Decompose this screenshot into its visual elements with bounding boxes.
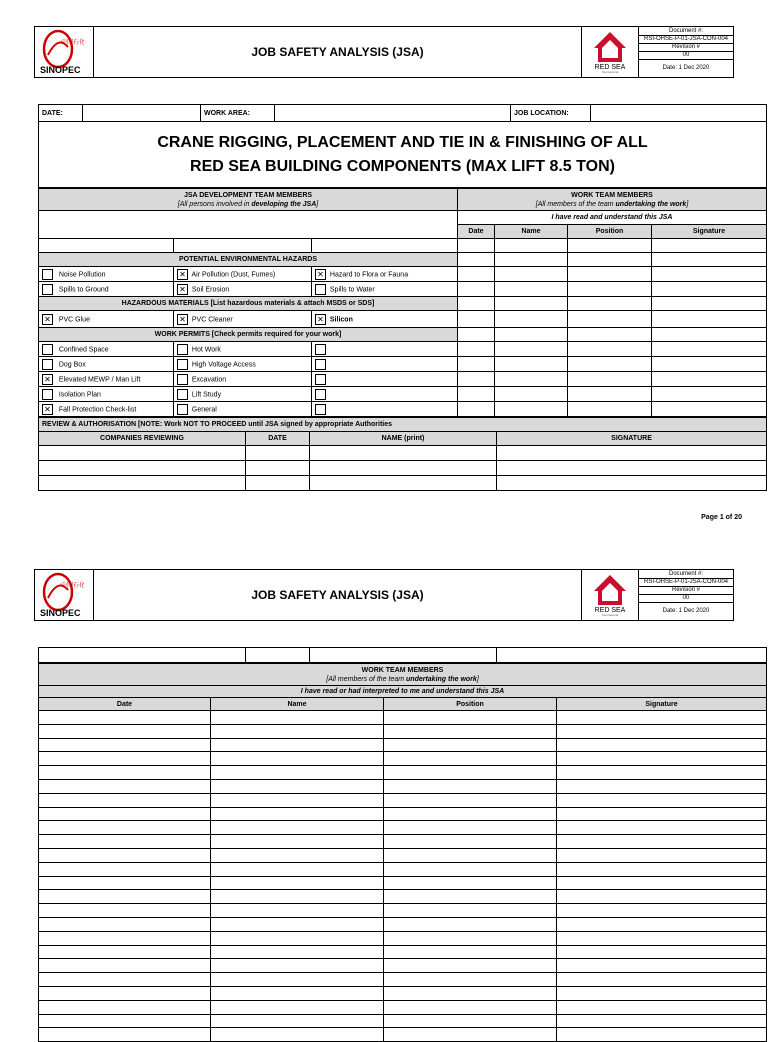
- team-member-cell[interactable]: [211, 1028, 384, 1042]
- review-authorisation-header: REVIEW & AUTHORISATION [NOTE: Work NOT TO PROCEED until JSA signed by appropriate Authorities: [39, 418, 767, 432]
- col-review-date: DATE: [246, 432, 310, 446]
- team-member-cell[interactable]: [211, 821, 384, 835]
- team-member-cell[interactable]: [384, 986, 557, 1000]
- team-member-cell[interactable]: [384, 1000, 557, 1014]
- team-member-cell[interactable]: [39, 917, 211, 931]
- svg-text:International: International: [601, 613, 619, 617]
- team-member-cell[interactable]: [211, 724, 384, 738]
- permit-item[interactable]: Hot Work: [174, 342, 312, 357]
- jsa-form-page1: [38, 104, 767, 491]
- checkbox[interactable]: [315, 344, 326, 355]
- work-team-cell[interactable]: [495, 239, 568, 253]
- svg-text:SINOPEC: SINOPEC: [40, 608, 81, 618]
- team-member-cell[interactable]: [557, 724, 767, 738]
- svg-text:International: International: [601, 70, 619, 74]
- team-member-row: [39, 959, 767, 973]
- team-member-cell[interactable]: [384, 711, 557, 725]
- team-member-row: [39, 766, 767, 780]
- team-member-row: [39, 848, 767, 862]
- jsa-form-page2: [38, 647, 767, 1042]
- checkbox-checked[interactable]: [42, 404, 53, 415]
- team-member-cell[interactable]: [211, 890, 384, 904]
- team-member-row: [39, 793, 767, 807]
- team-member-cell[interactable]: [211, 973, 384, 987]
- checkbox-checked[interactable]: [177, 314, 188, 325]
- review-cell[interactable]: [310, 461, 497, 476]
- work-team-header: WORK TEAM MEMBERS [All members of the team undertaking the work]: [458, 189, 767, 211]
- checkbox-checked[interactable]: [177, 284, 188, 295]
- team-member-cell[interactable]: [39, 1028, 211, 1042]
- checkbox[interactable]: [315, 359, 326, 370]
- team-member-cell[interactable]: [211, 945, 384, 959]
- review-cell[interactable]: [39, 476, 246, 491]
- env-item[interactable]: ✕ Hazard to Flora or Fauna: [312, 267, 458, 282]
- haz-item[interactable]: ✕ Silicon: [312, 311, 458, 328]
- team-member-cell[interactable]: [557, 807, 767, 821]
- team-member-cell[interactable]: [557, 779, 767, 793]
- team-member-cell[interactable]: [557, 835, 767, 849]
- checkbox[interactable]: [315, 374, 326, 385]
- team-member-cell[interactable]: [557, 917, 767, 931]
- team-member-cell[interactable]: [39, 1014, 211, 1028]
- team-member-cell[interactable]: [39, 876, 211, 890]
- checkbox-checked[interactable]: [42, 314, 53, 325]
- team-member-cell[interactable]: [39, 973, 211, 987]
- checkbox-checked[interactable]: [315, 314, 326, 325]
- checkbox-checked[interactable]: [42, 374, 53, 385]
- team-member-row: [39, 1000, 767, 1014]
- permit-item[interactable]: [312, 357, 458, 372]
- checkbox[interactable]: [42, 344, 53, 355]
- review-cell[interactable]: [497, 476, 767, 491]
- team-member-cell[interactable]: [557, 931, 767, 945]
- team-member-cell[interactable]: [384, 862, 557, 876]
- team-member-cell[interactable]: [211, 807, 384, 821]
- review-cell[interactable]: [497, 446, 767, 461]
- review-cell[interactable]: [246, 461, 310, 476]
- permit-item[interactable]: Lift Study: [174, 387, 312, 402]
- team-member-cell[interactable]: [211, 917, 384, 931]
- team-member-cell[interactable]: [557, 904, 767, 918]
- team-member-cell[interactable]: [384, 738, 557, 752]
- team-member-cell[interactable]: [211, 931, 384, 945]
- checkbox[interactable]: [177, 389, 188, 400]
- checkbox-checked[interactable]: [177, 269, 188, 280]
- page-title: JOB SAFETY ANALYSIS (JSA): [94, 570, 582, 621]
- team-member-cell[interactable]: [39, 890, 211, 904]
- team-member-cell[interactable]: [39, 807, 211, 821]
- team-member-cell[interactable]: [211, 711, 384, 725]
- team-member-cell[interactable]: [384, 724, 557, 738]
- team-member-cell[interactable]: [39, 793, 211, 807]
- team-member-cell[interactable]: [557, 1014, 767, 1028]
- page-title: JOB SAFETY ANALYSIS (JSA): [94, 27, 582, 78]
- team-member-cell[interactable]: [39, 766, 211, 780]
- col-date: Date: [39, 698, 211, 711]
- team-member-cell[interactable]: [384, 917, 557, 931]
- haz-item[interactable]: ✕ PVC Glue: [39, 311, 174, 328]
- team-member-cell[interactable]: [384, 848, 557, 862]
- work-team-cell[interactable]: [458, 239, 495, 253]
- team-member-cell[interactable]: [384, 904, 557, 918]
- review-cell[interactable]: [39, 461, 246, 476]
- work-team-header: WORK TEAM MEMBERS [All members of the team undertaking the work]: [39, 664, 767, 686]
- main-title: CRANE RIGGING, PLACEMENT AND TIE IN & FINISHING OF ALL RED SEA BUILDING COMPONENTS (MAX LIFT 8.5 TON): [39, 122, 767, 188]
- checkbox[interactable]: [315, 284, 326, 295]
- checkbox[interactable]: [315, 389, 326, 400]
- team-member-cell[interactable]: [211, 835, 384, 849]
- dev-team-name[interactable]: [39, 239, 174, 253]
- dev-team-cell: [39, 211, 458, 239]
- work-team-cell[interactable]: [652, 239, 767, 253]
- col-name: Name: [211, 698, 384, 711]
- team-member-row: [39, 945, 767, 959]
- permit-item[interactable]: [312, 387, 458, 402]
- review-cell[interactable]: [497, 461, 767, 476]
- env-item[interactable]: Spills to Water: [312, 282, 458, 297]
- team-member-cell[interactable]: [211, 779, 384, 793]
- team-member-row: [39, 779, 767, 793]
- team-member-cell[interactable]: [39, 724, 211, 738]
- permit-item[interactable]: [312, 372, 458, 387]
- team-member-cell[interactable]: [39, 986, 211, 1000]
- team-member-cell[interactable]: [39, 752, 211, 766]
- team-member-cell[interactable]: [39, 1000, 211, 1014]
- team-member-cell[interactable]: [557, 848, 767, 862]
- col-signature: Signature: [652, 225, 767, 239]
- team-member-cell[interactable]: [557, 752, 767, 766]
- team-member-cell[interactable]: [39, 821, 211, 835]
- team-member-cell[interactable]: [557, 1028, 767, 1042]
- team-member-cell[interactable]: [384, 1028, 557, 1042]
- team-member-cell[interactable]: [39, 848, 211, 862]
- team-member-cell[interactable]: [384, 793, 557, 807]
- checkbox[interactable]: [42, 359, 53, 370]
- team-member-row: [39, 904, 767, 918]
- team-member-cell[interactable]: [39, 931, 211, 945]
- team-member-cell[interactable]: [211, 904, 384, 918]
- team-member-cell[interactable]: [211, 862, 384, 876]
- team-member-cell[interactable]: [211, 848, 384, 862]
- permit-item[interactable]: Dog Box: [39, 357, 174, 372]
- job-location-label: JOB LOCATION:: [511, 105, 591, 122]
- red-sea-logo: [582, 27, 639, 78]
- col-position: Position: [568, 225, 652, 239]
- team-member-cell[interactable]: [39, 862, 211, 876]
- col-name: Name: [495, 225, 568, 239]
- review-cell[interactable]: [246, 476, 310, 491]
- team-member-row: [39, 862, 767, 876]
- svg-text:中国石化: 中国石化: [61, 582, 84, 589]
- permit-item[interactable]: High Voltage Access: [174, 357, 312, 372]
- checkbox[interactable]: [42, 284, 53, 295]
- hazardous-materials-header: HAZARDOUS MATERIALS [List hazardous materials & attach MSDS or SDS]: [39, 297, 458, 311]
- sinopec-logo: [35, 27, 94, 78]
- permit-item[interactable]: Isolation Plan: [39, 387, 174, 402]
- dev-team-header: JSA DEVELOPMENT TEAM MEMBERS [All persons involved in developing the JSA]: [39, 189, 458, 211]
- team-member-cell[interactable]: [384, 807, 557, 821]
- team-member-cell[interactable]: [39, 945, 211, 959]
- team-member-cell[interactable]: [557, 876, 767, 890]
- checkbox[interactable]: [177, 359, 188, 370]
- env-item[interactable]: ✕ Soil Erosion: [174, 282, 312, 297]
- team-member-row: [39, 738, 767, 752]
- blank-cell[interactable]: [246, 648, 310, 663]
- checkbox[interactable]: [177, 344, 188, 355]
- team-member-row: [39, 986, 767, 1000]
- team-member-cell[interactable]: [39, 835, 211, 849]
- review-cell[interactable]: [310, 446, 497, 461]
- team-member-row: [39, 917, 767, 931]
- team-member-cell[interactable]: [557, 890, 767, 904]
- team-member-cell[interactable]: [211, 959, 384, 973]
- team-member-row: [39, 1014, 767, 1028]
- team-member-cell[interactable]: [384, 752, 557, 766]
- svg-text:RED SEA: RED SEA: [594, 607, 626, 614]
- team-member-cell[interactable]: [211, 793, 384, 807]
- work-team-read: I have read and understand this JSA: [458, 211, 767, 225]
- col-signature: Signature: [557, 698, 767, 711]
- permit-item[interactable]: Excavation: [174, 372, 312, 387]
- work-permits-header: WORK PERMITS [Check permits required for your work]: [39, 328, 458, 342]
- team-member-cell[interactable]: [384, 779, 557, 793]
- team-member-cell[interactable]: [384, 945, 557, 959]
- team-member-cell[interactable]: [211, 1014, 384, 1028]
- team-member-cell[interactable]: [211, 766, 384, 780]
- team-member-cell[interactable]: [211, 752, 384, 766]
- team-member-cell[interactable]: [211, 876, 384, 890]
- team-member-cell[interactable]: [557, 959, 767, 973]
- permit-item[interactable]: ✕ Elevated MEWP / Man Lift: [39, 372, 174, 387]
- checkbox[interactable]: [315, 404, 326, 415]
- checkbox[interactable]: [42, 269, 53, 280]
- team-member-row: [39, 821, 767, 835]
- team-member-row: [39, 711, 767, 725]
- work-area-field[interactable]: [275, 105, 511, 122]
- col-position: Position: [384, 698, 557, 711]
- date-label: DATE:: [39, 105, 83, 122]
- permit-item[interactable]: [312, 342, 458, 357]
- blank-cell[interactable]: [39, 648, 246, 663]
- env-item[interactable]: Noise Pollution: [39, 267, 174, 282]
- team-member-cell[interactable]: [384, 973, 557, 987]
- review-cell[interactable]: [246, 446, 310, 461]
- team-member-row: [39, 890, 767, 904]
- team-member-row: [39, 931, 767, 945]
- team-member-cell[interactable]: [384, 821, 557, 835]
- team-member-cell[interactable]: [39, 779, 211, 793]
- review-cell[interactable]: [39, 446, 246, 461]
- permit-item[interactable]: Confined Space: [39, 342, 174, 357]
- dev-team-name[interactable]: [312, 239, 458, 253]
- team-member-row: [39, 752, 767, 766]
- team-member-cell[interactable]: [211, 1000, 384, 1014]
- job-location-field[interactable]: [591, 105, 767, 122]
- team-member-cell[interactable]: [384, 1014, 557, 1028]
- permit-item[interactable]: General: [174, 402, 312, 417]
- team-member-row: [39, 835, 767, 849]
- date-field[interactable]: [83, 105, 201, 122]
- sinopec-logo: [35, 570, 94, 621]
- team-member-row: [39, 724, 767, 738]
- page1-header: [34, 26, 734, 78]
- team-member-cell[interactable]: [384, 890, 557, 904]
- team-member-cell[interactable]: [557, 973, 767, 987]
- team-member-cell[interactable]: [384, 959, 557, 973]
- review-cell[interactable]: [310, 476, 497, 491]
- svg-text:SINOPEC: SINOPEC: [40, 65, 81, 75]
- team-member-cell[interactable]: [39, 738, 211, 752]
- team-member-row: [39, 876, 767, 890]
- checkbox[interactable]: [177, 374, 188, 385]
- red-sea-logo: [582, 570, 639, 621]
- permit-item[interactable]: ✕ Fall Protection Check-list: [39, 402, 174, 417]
- team-member-cell[interactable]: [557, 821, 767, 835]
- haz-item[interactable]: ✕ PVC Cleaner: [174, 311, 312, 328]
- team-member-cell[interactable]: [384, 766, 557, 780]
- team-member-cell[interactable]: [384, 876, 557, 890]
- work-team-read: I have read or had interpreted to me and understand this JSA: [39, 686, 767, 698]
- checkbox-checked[interactable]: [315, 269, 326, 280]
- svg-text:中国石化: 中国石化: [61, 39, 84, 46]
- checkbox[interactable]: [177, 404, 188, 415]
- team-member-cell[interactable]: [39, 959, 211, 973]
- team-member-cell[interactable]: [557, 1000, 767, 1014]
- team-member-row: [39, 807, 767, 821]
- env-item[interactable]: Spills to Ground: [39, 282, 174, 297]
- team-member-cell[interactable]: [557, 793, 767, 807]
- team-member-cell[interactable]: [557, 986, 767, 1000]
- team-member-cell[interactable]: [39, 904, 211, 918]
- env-item[interactable]: ✕ Air Pollution (Dust, Fumes): [174, 267, 312, 282]
- page-number: Page 1 of 20: [701, 514, 742, 521]
- col-name-print: NAME (print): [310, 432, 497, 446]
- checkbox[interactable]: [42, 389, 53, 400]
- blank-cell[interactable]: [497, 648, 767, 663]
- team-member-cell[interactable]: [211, 986, 384, 1000]
- team-member-cell[interactable]: [557, 766, 767, 780]
- work-area-label: WORK AREA:: [201, 105, 275, 122]
- team-member-cell[interactable]: [39, 711, 211, 725]
- team-member-cell[interactable]: [384, 835, 557, 849]
- col-review-signature: SIGNATURE: [497, 432, 767, 446]
- team-member-row: [39, 1028, 767, 1042]
- work-team-cell[interactable]: [568, 239, 652, 253]
- env-hazards-header: POTENTIAL ENVIRONMENTAL HAZARDS: [39, 253, 458, 267]
- blank-cell[interactable]: [310, 648, 497, 663]
- team-member-cell[interactable]: [557, 738, 767, 752]
- page2-header: [34, 569, 734, 621]
- team-member-cell[interactable]: [557, 711, 767, 725]
- col-date: Date: [458, 225, 495, 239]
- col-companies: COMPANIES REVIEWING: [39, 432, 246, 446]
- svg-text:RED SEA: RED SEA: [594, 64, 626, 71]
- team-member-cell[interactable]: [211, 738, 384, 752]
- team-member-cell[interactable]: [384, 931, 557, 945]
- document-info: Document #: RSI-OHSE-P-01-JSA-CON-004 Revision # 00 Date: 1 Dec 2020: [639, 27, 734, 78]
- dev-team-name[interactable]: [174, 239, 312, 253]
- document-info: Document #: RSI-OHSE-P-01-JSA-CON-004 Revision # 00 Date: 1 Dec 2020: [639, 570, 734, 621]
- permit-item[interactable]: [312, 402, 458, 417]
- team-member-cell[interactable]: [557, 945, 767, 959]
- team-member-row: [39, 973, 767, 987]
- team-member-cell[interactable]: [557, 862, 767, 876]
